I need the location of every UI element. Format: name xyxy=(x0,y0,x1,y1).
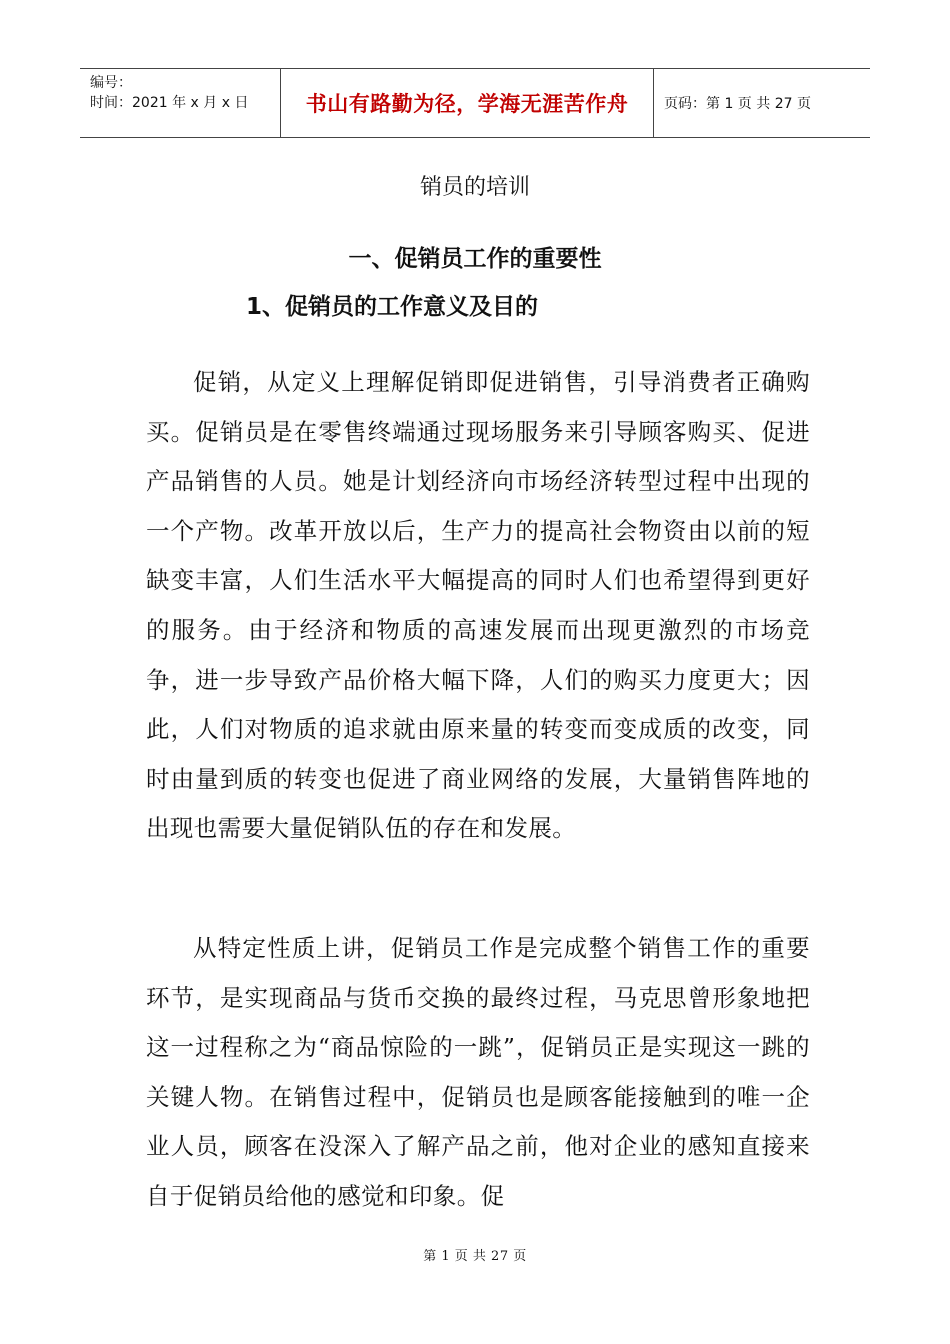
header-motto: 书山有路勤为径，学海无涯苦作舟 xyxy=(280,69,654,137)
document-number-label: 编号： xyxy=(90,75,132,91)
body-paragraph: 从特定性质上讲，促销员工作是完成整个销售工作的重要环节，是实现商品与货币交换的最终过程，马克思曾形象地把这一过程称之为“商品惊险的一跳”，促销员正是实现这一跳的关键人物。在销售过程中，促销员也是顾客能接触到的唯一企业人员，顾客在没深入了解产品之前，他对企业的感知直接来自于促销员给他的感觉和印象。促 xyxy=(146,934,810,1210)
body-paragraph: 促销，从定义上理解促销即促进销售，引导消费者正确购买。促销员是在零售终端通过现场服务来引导顾客购买、促进产品销售的人员。她是计划经济向市场经济转型过程中出现的一个产物。改革开放以后，生产力的提高社会物资由以前的短缺变丰富，人们生活水平大幅提高的同时人们也希望得到更好的服务。由于经济和物质的高速发展而出现更激烈的市场竞争，进一步导致产品价格大幅下降，人们的购买力度更大；因此，人们对物质的追求就由原来量的转变而变成质的改变，同时由量到质的转变也促进了商业网络的发展，大量销售阵地的出现也需要大量促销队伍的存在和发展。 xyxy=(146,368,810,843)
section-heading: 一、促销员工作的重要性 xyxy=(348,246,602,272)
subsection-heading: 1、促销员的工作意义及目的 xyxy=(246,294,539,320)
header-page-info: 页码：第 1 页 共 27 页 xyxy=(664,96,811,112)
page-header xyxy=(80,68,870,138)
document-date: 时间：2021 年 x 月 x 日 xyxy=(90,95,249,111)
document-title: 销员的培训 xyxy=(419,175,530,200)
header-meta xyxy=(80,69,280,137)
page-footer: 第 1 页 共 27 页 xyxy=(423,1249,527,1264)
